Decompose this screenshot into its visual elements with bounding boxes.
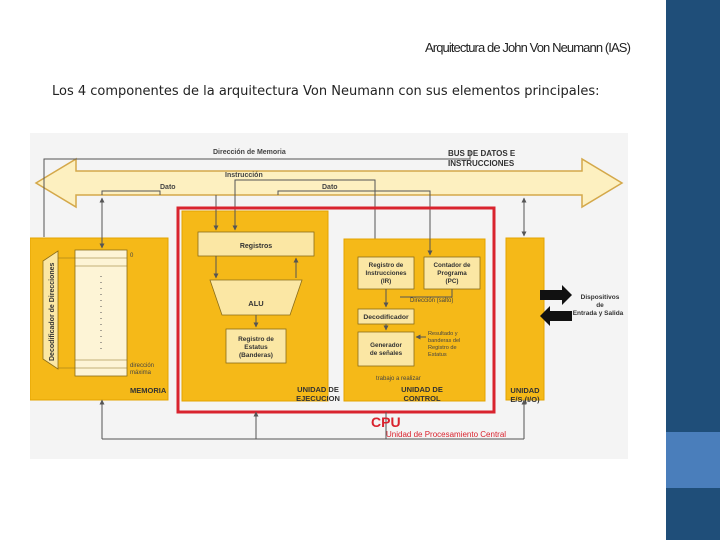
alu-shape — [210, 280, 302, 315]
pc-line1: Contador de — [433, 262, 471, 269]
flags-line3: Registro de — [428, 345, 457, 351]
io-unit — [506, 238, 544, 400]
work-label: trabajo a realizar — [376, 376, 421, 382]
io-unit-line1: UNIDAD — [510, 386, 540, 395]
devices-line2: de — [596, 302, 604, 309]
sidebar-light-block — [666, 432, 720, 488]
flags-line2: banderas del — [428, 338, 461, 344]
address-line-label: Dirección de Memoria — [213, 149, 286, 156]
devices-line3: Entrada y Salida — [572, 310, 624, 317]
status-register-line3: (Banderas) — [239, 352, 273, 359]
signal-gen-line1: Generador — [370, 342, 402, 349]
bus-label-line1: BUS DE DATOS E — [448, 149, 516, 158]
flags-line1: Resultado y — [428, 331, 458, 337]
cpu-title: CPU — [371, 414, 401, 430]
ir-line1: Registro de — [368, 262, 404, 269]
exec-unit-line1: UNIDAD DE — [297, 385, 339, 394]
max-address-line2: máxima — [130, 370, 152, 376]
control-unit-line1: UNIDAD DE — [401, 385, 443, 394]
memory-label: MEMORIA — [130, 386, 167, 395]
decoder-label: Decodificador — [363, 314, 409, 321]
data-label-right: Dato — [322, 184, 338, 191]
address-decoder-label: Decodificador de Direcciones — [49, 262, 56, 361]
von-neumann-diagram — [30, 133, 628, 459]
devices-line1: Dispositivos — [580, 294, 620, 301]
ir-line3: (IR) — [380, 278, 392, 285]
data-label-left: Dato — [160, 184, 176, 191]
flags-line4: Estatus — [428, 352, 447, 358]
registers-label: Registros — [239, 243, 273, 250]
io-unit-line2: E/S (I/O) — [510, 395, 540, 404]
status-register-line2: Estatus — [244, 344, 268, 351]
exec-unit-line2: EJECUCION — [296, 394, 340, 403]
signal-gen-line2: de señales — [369, 350, 403, 357]
control-unit-line2: CONTROL — [403, 394, 441, 403]
ir-line2: Instrucciones — [365, 270, 407, 277]
instruction-line-label: Instrucción — [225, 172, 263, 179]
memory-address-zero: 0 — [130, 253, 134, 259]
alu-label: ALU — [248, 299, 264, 308]
pc-line2: Programa — [437, 270, 467, 277]
pc-line3: (PC) — [445, 278, 459, 285]
max-address-line1: dirección — [130, 363, 155, 369]
sidebar-dark-top — [666, 0, 720, 432]
bus-label-line2: INSTRUCCIONES — [448, 159, 515, 168]
status-register-line1: Registro de — [238, 336, 274, 343]
slide-subtitle: Los 4 componentes de la arquitectura Von Neumann con sus elementos principales: — [52, 84, 600, 99]
signal-generator-box — [358, 332, 414, 366]
cpu-subtitle: Unidad de Procesamiento Central — [386, 430, 507, 439]
sidebar-decoration — [666, 0, 720, 540]
jump-address-label: Dirección (salto) — [410, 298, 454, 304]
sidebar-dark-bottom — [666, 488, 720, 540]
slide-title: Arquitectura de John Von Neumann (IAS) — [425, 40, 630, 55]
